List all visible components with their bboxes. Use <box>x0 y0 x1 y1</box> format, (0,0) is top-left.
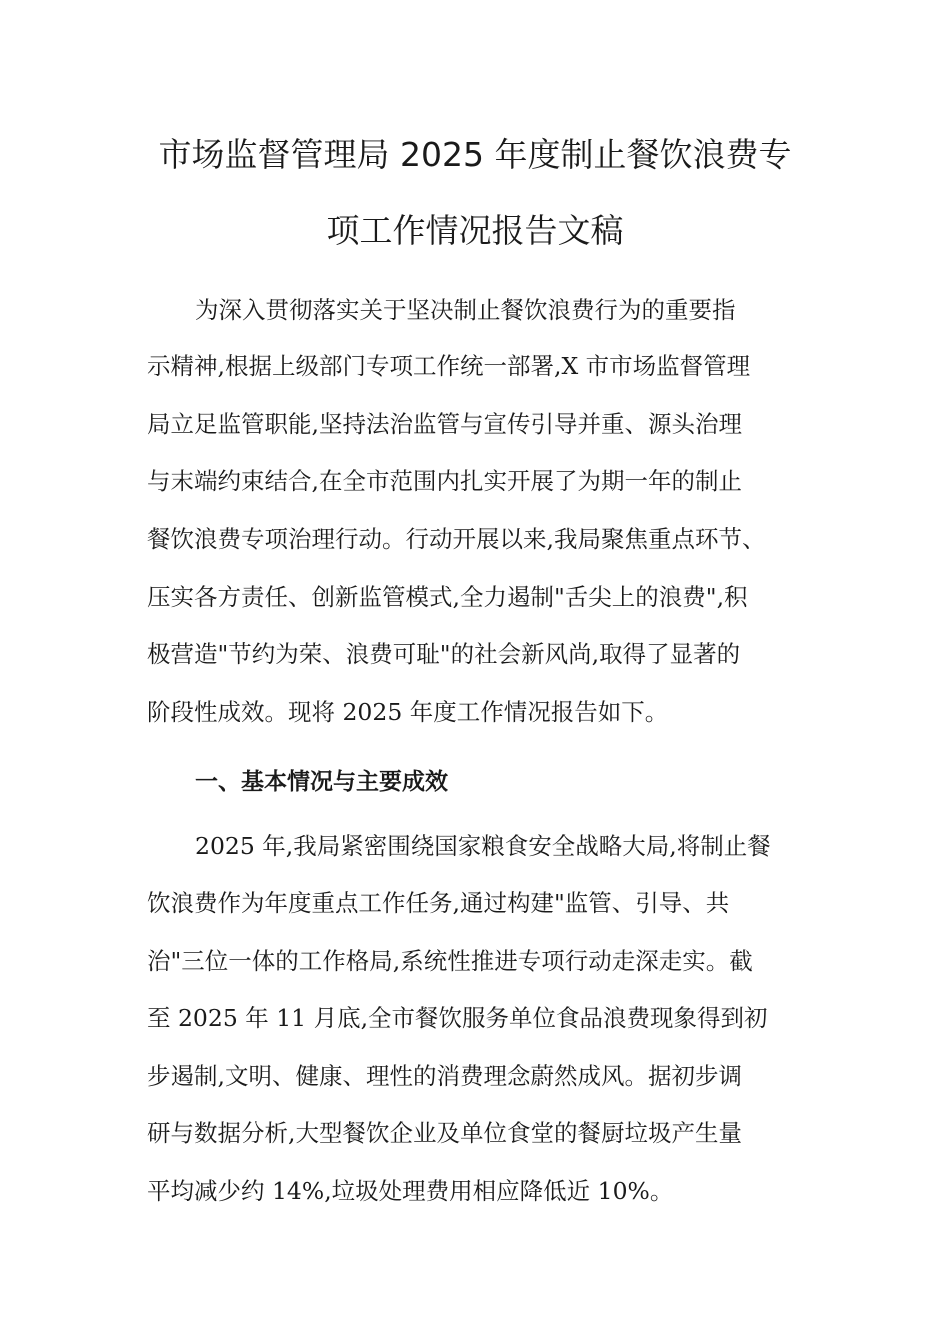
document-title-line-2: 项工作情况报告文稿 <box>326 211 624 250</box>
intro-line-1: 为深入贯彻落实关于坚决制止餐饮浪费行为的重要指 <box>195 296 736 324</box>
section-1-line-7: 平均减少约 14%,垃圾处理费用相应降低近 10%。 <box>147 1177 674 1205</box>
document-title-line-1: 市场监督管理局 2025 年度制止餐饮浪费专 <box>158 135 792 174</box>
intro-line-7: 极营造"节约为荣、浪费可耻"的社会新风尚,取得了显著的 <box>147 640 741 668</box>
intro-line-2: 示精神,根据上级部门专项工作统一部署,X 市市场监督管理 <box>147 352 751 380</box>
section-1-line-5: 步遏制,文明、健康、理性的消费理念蔚然成风。据初步调 <box>147 1062 742 1090</box>
intro-line-8: 阶段性成效。现将 2025 年度工作情况报告如下。 <box>147 698 669 726</box>
section-1-line-3: 治"三位一体的工作格局,系统性推进专项行动走深走实。截 <box>147 947 753 975</box>
section-1-line-4: 至 2025 年 11 月底,全市餐饮服务单位食品浪费现象得到初 <box>147 1004 768 1032</box>
intro-line-3: 局立足监管职能,坚持法治监管与宣传引导并重、源头治理 <box>147 410 742 438</box>
section-1-line-1: 2025 年,我局紧密围绕国家粮食安全战略大局,将制止餐 <box>195 832 771 860</box>
section-1-line-2: 饮浪费作为年度重点工作任务,通过构建"监管、引导、共 <box>147 889 730 917</box>
intro-line-4: 与末端约束结合,在全市范围内扎实开展了为期一年的制止 <box>147 467 742 495</box>
section-1-line-6: 研与数据分析,大型餐饮企业及单位食堂的餐厨垃圾产生量 <box>147 1119 742 1147</box>
intro-line-5: 餐饮浪费专项治理行动。行动开展以来,我局聚焦重点环节、 <box>147 525 766 553</box>
section-1-heading: 一、基本情况与主要成效 <box>195 769 448 795</box>
intro-line-6: 压实各方责任、创新监管模式,全力遏制"舌尖上的浪费",积 <box>147 583 748 611</box>
